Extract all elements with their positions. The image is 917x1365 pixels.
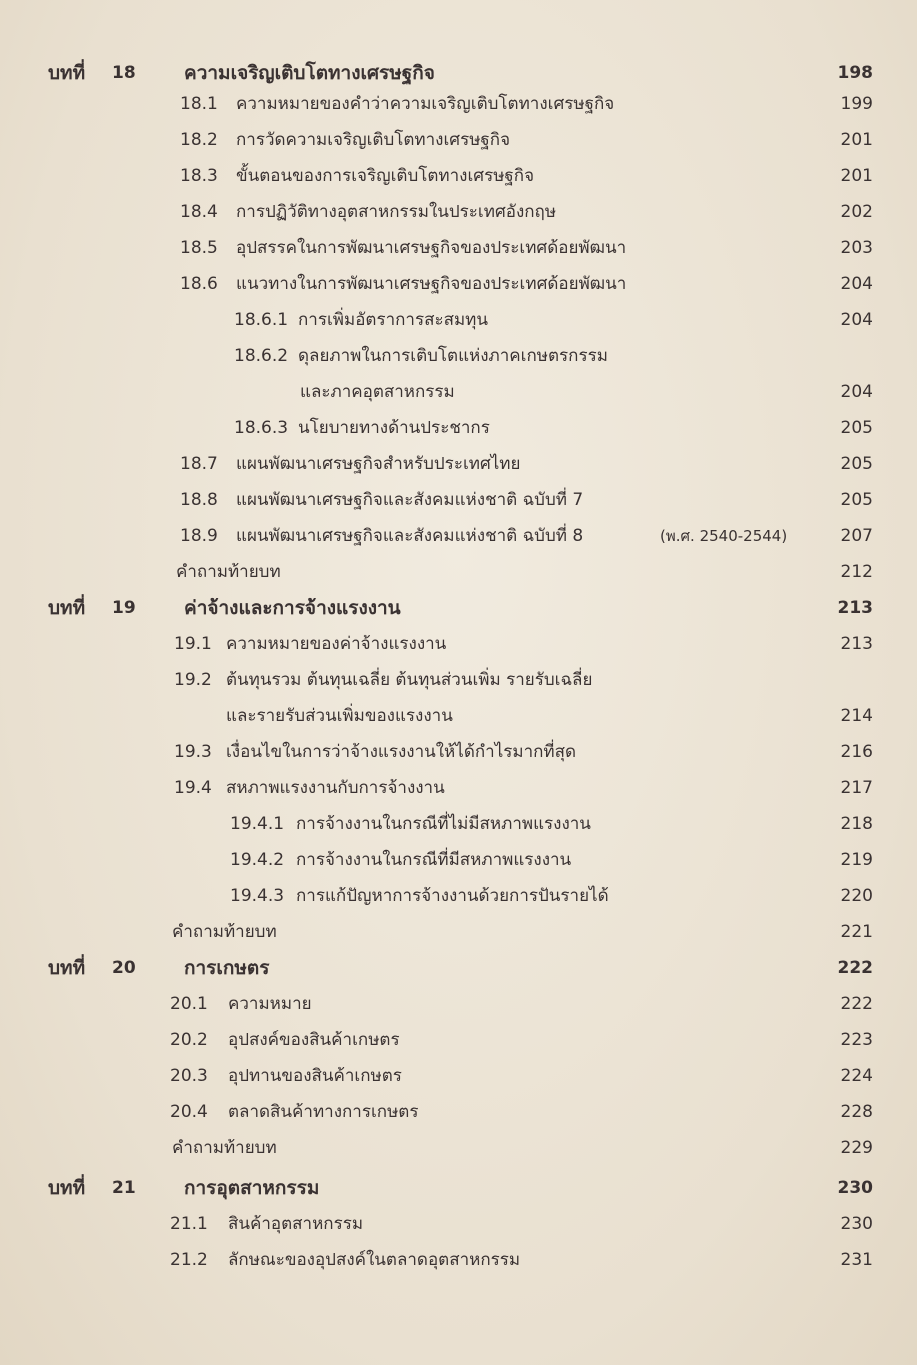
page-number: 201 xyxy=(840,166,873,186)
toc-entry-row xyxy=(0,557,917,587)
toc-chapter-row xyxy=(0,593,917,623)
section-title: ความหมาย xyxy=(228,994,312,1014)
section-title: สหภาพแรงงานกับการจ้างงาน xyxy=(226,778,445,798)
section-number: 18.6 xyxy=(180,274,218,294)
section-number: 20.3 xyxy=(170,1066,208,1086)
toc-entry-row xyxy=(0,377,917,407)
section-number: 21.2 xyxy=(170,1250,208,1270)
section-title: การปฏิวัติทางอุตสาหกรรมในประเทศอังกฤษ xyxy=(236,202,557,222)
chapter-number: 21 xyxy=(112,1178,136,1198)
section-title: แผนพัฒนาเศรษฐกิจและสังคมแห่งชาติ ฉบับที่ 7 xyxy=(236,490,584,510)
toc-chapter-row xyxy=(0,1173,917,1203)
section-title: ความหมายของคำว่าความเจริญเติบโตทางเศรษฐกิจ xyxy=(236,94,615,114)
page-number: 216 xyxy=(840,742,873,762)
chapter-label: บทที่ xyxy=(48,1177,86,1199)
page-number: 198 xyxy=(837,63,873,83)
toc-entry-row xyxy=(0,269,917,299)
section-number: 18.6.2 xyxy=(234,346,289,366)
section-number: 18.9 xyxy=(180,526,218,546)
section-number: 18.6.3 xyxy=(234,418,289,438)
page-number: 229 xyxy=(840,1138,873,1158)
section-title: ตลาดสินค้าทางการเกษตร xyxy=(228,1102,419,1122)
page-number: 204 xyxy=(840,274,873,294)
section-number: 19.4.2 xyxy=(230,850,285,870)
page-number: 223 xyxy=(840,1030,873,1050)
toc-entry-row xyxy=(0,1133,917,1163)
chapter-title: การอุตสาหกรรม xyxy=(184,1177,320,1199)
toc-entry-row xyxy=(0,701,917,731)
page-number: 207 xyxy=(840,526,873,546)
page-number: 228 xyxy=(840,1102,873,1122)
page-number: 230 xyxy=(837,1178,873,1198)
toc-entry-row xyxy=(0,305,917,335)
page-number: 219 xyxy=(840,850,873,870)
section-number: 18.5 xyxy=(180,238,218,258)
section-number: 18.4 xyxy=(180,202,218,222)
page-number: 217 xyxy=(840,778,873,798)
section-number: 18.8 xyxy=(180,490,218,510)
section-number: 18.7 xyxy=(180,454,218,474)
section-title: สินค้าอุตสาหกรรม xyxy=(228,1214,364,1234)
section-title: การวัดความเจริญเติบโตทางเศรษฐกิจ xyxy=(236,130,511,150)
section-title: แผนพัฒนาเศรษฐกิจและสังคมแห่งชาติ ฉบับที่ 8 xyxy=(236,526,584,546)
toc-entry-row xyxy=(0,989,917,1019)
section-title: เงื่อนไขในการว่าจ้างแรงงานให้ได้กำไรมากที่สุด xyxy=(226,742,577,762)
toc-entry-row xyxy=(0,521,917,551)
toc-entry-row xyxy=(0,809,917,839)
section-number: 19.4.1 xyxy=(230,814,285,834)
chapter-title: ความเจริญเติบโตทางเศรษฐกิจ xyxy=(184,62,435,84)
page-number: 205 xyxy=(840,454,873,474)
section-title: แผนพัฒนาเศรษฐกิจสำหรับประเทศไทย xyxy=(236,454,521,474)
end-of-chapter-questions: คำถามท้ายบท xyxy=(172,922,277,942)
page-number: 203 xyxy=(840,238,873,258)
page-number: 212 xyxy=(840,562,873,582)
page-number: 221 xyxy=(840,922,873,942)
toc-entry-row xyxy=(0,485,917,515)
page-number: 231 xyxy=(840,1250,873,1270)
toc-entry-row xyxy=(0,449,917,479)
page-number: 204 xyxy=(840,382,873,402)
toc-entry-row xyxy=(0,845,917,875)
toc-entry-row xyxy=(0,665,917,695)
toc-entry-row xyxy=(0,1209,917,1239)
section-title: แนวทางในการพัฒนาเศรษฐกิจของประเทศด้อยพัฒนา xyxy=(236,274,627,294)
section-number: 18.2 xyxy=(180,130,218,150)
chapter-title: การเกษตร xyxy=(184,957,270,979)
chapter-number: 18 xyxy=(112,63,136,83)
section-title: ต้นทุนรวม ต้นทุนเฉลี่ย ต้นทุนส่วนเพิ่ม รายรับเฉลี่ย xyxy=(226,670,593,690)
section-number: 19.4.3 xyxy=(230,886,285,906)
toc-entry-row xyxy=(0,1245,917,1275)
section-title: นโยบายทางด้านประชากร xyxy=(298,418,490,438)
toc-chapter-row xyxy=(0,58,917,88)
toc-entry-row xyxy=(0,1061,917,1091)
section-number: 20.4 xyxy=(170,1102,208,1122)
toc-entry-row xyxy=(0,917,917,947)
section-title: การจ้างงานในกรณีที่ไม่มีสหภาพแรงงาน xyxy=(296,814,591,834)
section-number: 19.1 xyxy=(174,634,212,654)
section-number: 20.2 xyxy=(170,1030,208,1050)
end-of-chapter-questions: คำถามท้ายบท xyxy=(172,1138,277,1158)
section-number: 20.1 xyxy=(170,994,208,1014)
page-number: 214 xyxy=(840,706,873,726)
toc-entry-row xyxy=(0,125,917,155)
section-number: 21.1 xyxy=(170,1214,208,1234)
page-number: 220 xyxy=(840,886,873,906)
toc-entry-row xyxy=(0,89,917,119)
page-number: 224 xyxy=(840,1066,873,1086)
section-number: 19.3 xyxy=(174,742,212,762)
page-number: 199 xyxy=(840,94,873,114)
chapter-number: 20 xyxy=(112,958,136,978)
chapter-title: ค่าจ้างและการจ้างแรงงาน xyxy=(184,597,401,619)
chapter-label: บทที่ xyxy=(48,957,86,979)
page-number: 204 xyxy=(840,310,873,330)
toc-chapter-row xyxy=(0,953,917,983)
toc-entry-row xyxy=(0,629,917,659)
page-number: 213 xyxy=(837,598,873,618)
toc-entry-row xyxy=(0,773,917,803)
section-title: ขั้นตอนของการเจริญเติบโตทางเศรษฐกิจ xyxy=(236,166,535,186)
section-number: 19.2 xyxy=(174,670,212,690)
toc-entry-row xyxy=(0,341,917,371)
page-number: 222 xyxy=(837,958,873,978)
section-title: และรายรับส่วนเพิ่มของแรงงาน xyxy=(226,706,453,726)
section-title: และภาคอุตสาหกรรม xyxy=(300,382,455,402)
toc-entry-row xyxy=(0,737,917,767)
end-of-chapter-questions: คำถามท้ายบท xyxy=(176,562,281,582)
toc-entry-row xyxy=(0,1025,917,1055)
page-number: 205 xyxy=(840,418,873,438)
section-number: 18.3 xyxy=(180,166,218,186)
chapter-number: 19 xyxy=(112,598,136,618)
section-title: ลักษณะของอุปสงค์ในตลาดอุตสาหกรรม xyxy=(228,1250,521,1270)
toc-entry-row xyxy=(0,1097,917,1127)
page-number: 218 xyxy=(840,814,873,834)
page-number: 205 xyxy=(840,490,873,510)
section-title: การจ้างงานในกรณีที่มีสหภาพแรงงาน xyxy=(296,850,572,870)
section-title: อุปทานของสินค้าเกษตร xyxy=(228,1066,402,1086)
section-number: 19.4 xyxy=(174,778,212,798)
section-title: ดุลยภาพในการเติบโตแห่งภาคเกษตรกรรม xyxy=(298,346,608,366)
toc-entry-row xyxy=(0,197,917,227)
page-number: 201 xyxy=(840,130,873,150)
page-number: 213 xyxy=(840,634,873,654)
toc-entry-row xyxy=(0,233,917,263)
chapter-label: บทที่ xyxy=(48,62,86,84)
page-number: 222 xyxy=(840,994,873,1014)
section-title: อุปสรรคในการพัฒนาเศรษฐกิจของประเทศด้อยพัฒนา xyxy=(236,238,627,258)
toc-entry-row xyxy=(0,881,917,911)
section-title: อุปสงค์ของสินค้าเกษตร xyxy=(228,1030,400,1050)
section-note: (พ.ศ. 2540-2544) xyxy=(660,527,788,545)
toc-entry-row xyxy=(0,413,917,443)
page-number: 202 xyxy=(840,202,873,222)
section-title: การเพิ่มอัตราการสะสมทุน xyxy=(298,310,489,330)
section-title: ความหมายของค่าจ้างแรงงาน xyxy=(226,634,447,654)
section-title: การแก้ปัญหาการจ้างงานด้วยการปันรายได้ xyxy=(296,886,609,906)
section-number: 18.6.1 xyxy=(234,310,289,330)
toc-entry-row xyxy=(0,161,917,191)
page-number: 230 xyxy=(840,1214,873,1234)
chapter-label: บทที่ xyxy=(48,597,86,619)
section-number: 18.1 xyxy=(180,94,218,114)
